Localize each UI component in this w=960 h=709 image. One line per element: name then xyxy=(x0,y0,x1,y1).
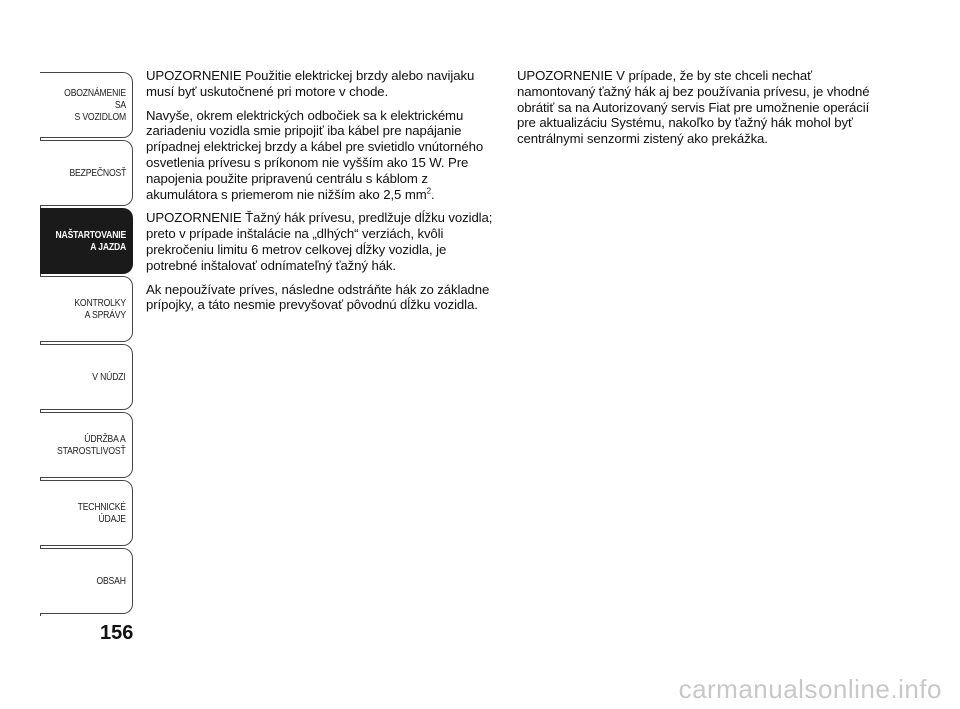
tab-nastartovanie[interactable] xyxy=(40,208,133,274)
tab-label: KONTROLKY A SPRÁVY xyxy=(74,297,126,321)
tab-v-nudzi[interactable] xyxy=(40,344,133,410)
paragraph: Ak nepoužívate príves, následne odstráňte hák zo základne prípojky, a táto nesmie prevyšovať pôvodnú dĺžku vozidla. xyxy=(146,281,490,313)
tab-label: OBSAH xyxy=(96,575,126,587)
page-number: 156 xyxy=(100,622,134,644)
paragraph xyxy=(146,108,501,203)
paragraph-text: Navyše, okrem elektrických odbočiek sa k elektrickému zariadeniu vozidla smie pripojiť iba kábel pre napájanie prípadnej elektrickej brzdy a kábel pre svietidlo vnútorného osvetlenia prívesu s príkonom nie vyšším ako 15 W. Pre napojenia použite pripravenú centrálu s káblom z akumulátora s priemerom nie nižším ako 2,5 mm xyxy=(146,107,484,202)
tab-label: NAŠTARTOVANIE A JAZDA xyxy=(55,229,126,253)
tab-udrzba[interactable] xyxy=(40,412,133,478)
left-column xyxy=(146,68,501,321)
tab-technicke-udaje[interactable] xyxy=(40,480,133,546)
watermark: carmanualsonline.info xyxy=(678,674,942,704)
tab-bezpecnost[interactable] xyxy=(40,140,133,206)
tab-label: ÚDRŽBA A STAROSTLIVOSŤ xyxy=(57,433,126,457)
tab-kontrolky[interactable] xyxy=(40,276,133,342)
chapter-sidebar xyxy=(40,72,133,616)
tab-label: V NÚDZI xyxy=(92,371,126,383)
tab-label: TECHNICKÉ ÚDAJE xyxy=(77,501,126,525)
paragraph: UPOZORNENIE V prípade, že by ste chceli nechať namontovaný ťažný hák aj bez používania prívesu, je vhodné obrátiť sa na Autorizovaný servis Fiat pre umožnenie operácií pre aktualizáciu Systému, nakoľko by ťažný hák mohol byť centrálnymi senzormi zistený ako prekážka. xyxy=(517,68,870,147)
paragraph-end: . xyxy=(430,186,435,202)
tab-obsah[interactable] xyxy=(40,548,133,614)
tab-label: BEZPEČNOSŤ xyxy=(69,167,126,179)
right-column xyxy=(517,68,877,155)
tab-oboznamenie[interactable] xyxy=(40,72,133,138)
paragraph: UPOZORNENIE Ťažný hák prívesu, predlžuje dĺžku vozidla; preto v prípade inštalácie na „dlhých“ verziách, kvôli prekročeniu limitu 6 metrov celkovej dĺžky vozidla, je potrebné inštalovať odnímateľný ťažný hák. xyxy=(146,210,493,273)
superscript: 2 xyxy=(426,186,431,196)
paragraph: UPOZORNENIE Použitie elektrickej brzdy alebo navijaku musí byť uskutočnené pri motore v chode. xyxy=(146,68,475,99)
tab-label: OBOZNÁMENIE SA S VOZIDLOM xyxy=(64,87,126,123)
